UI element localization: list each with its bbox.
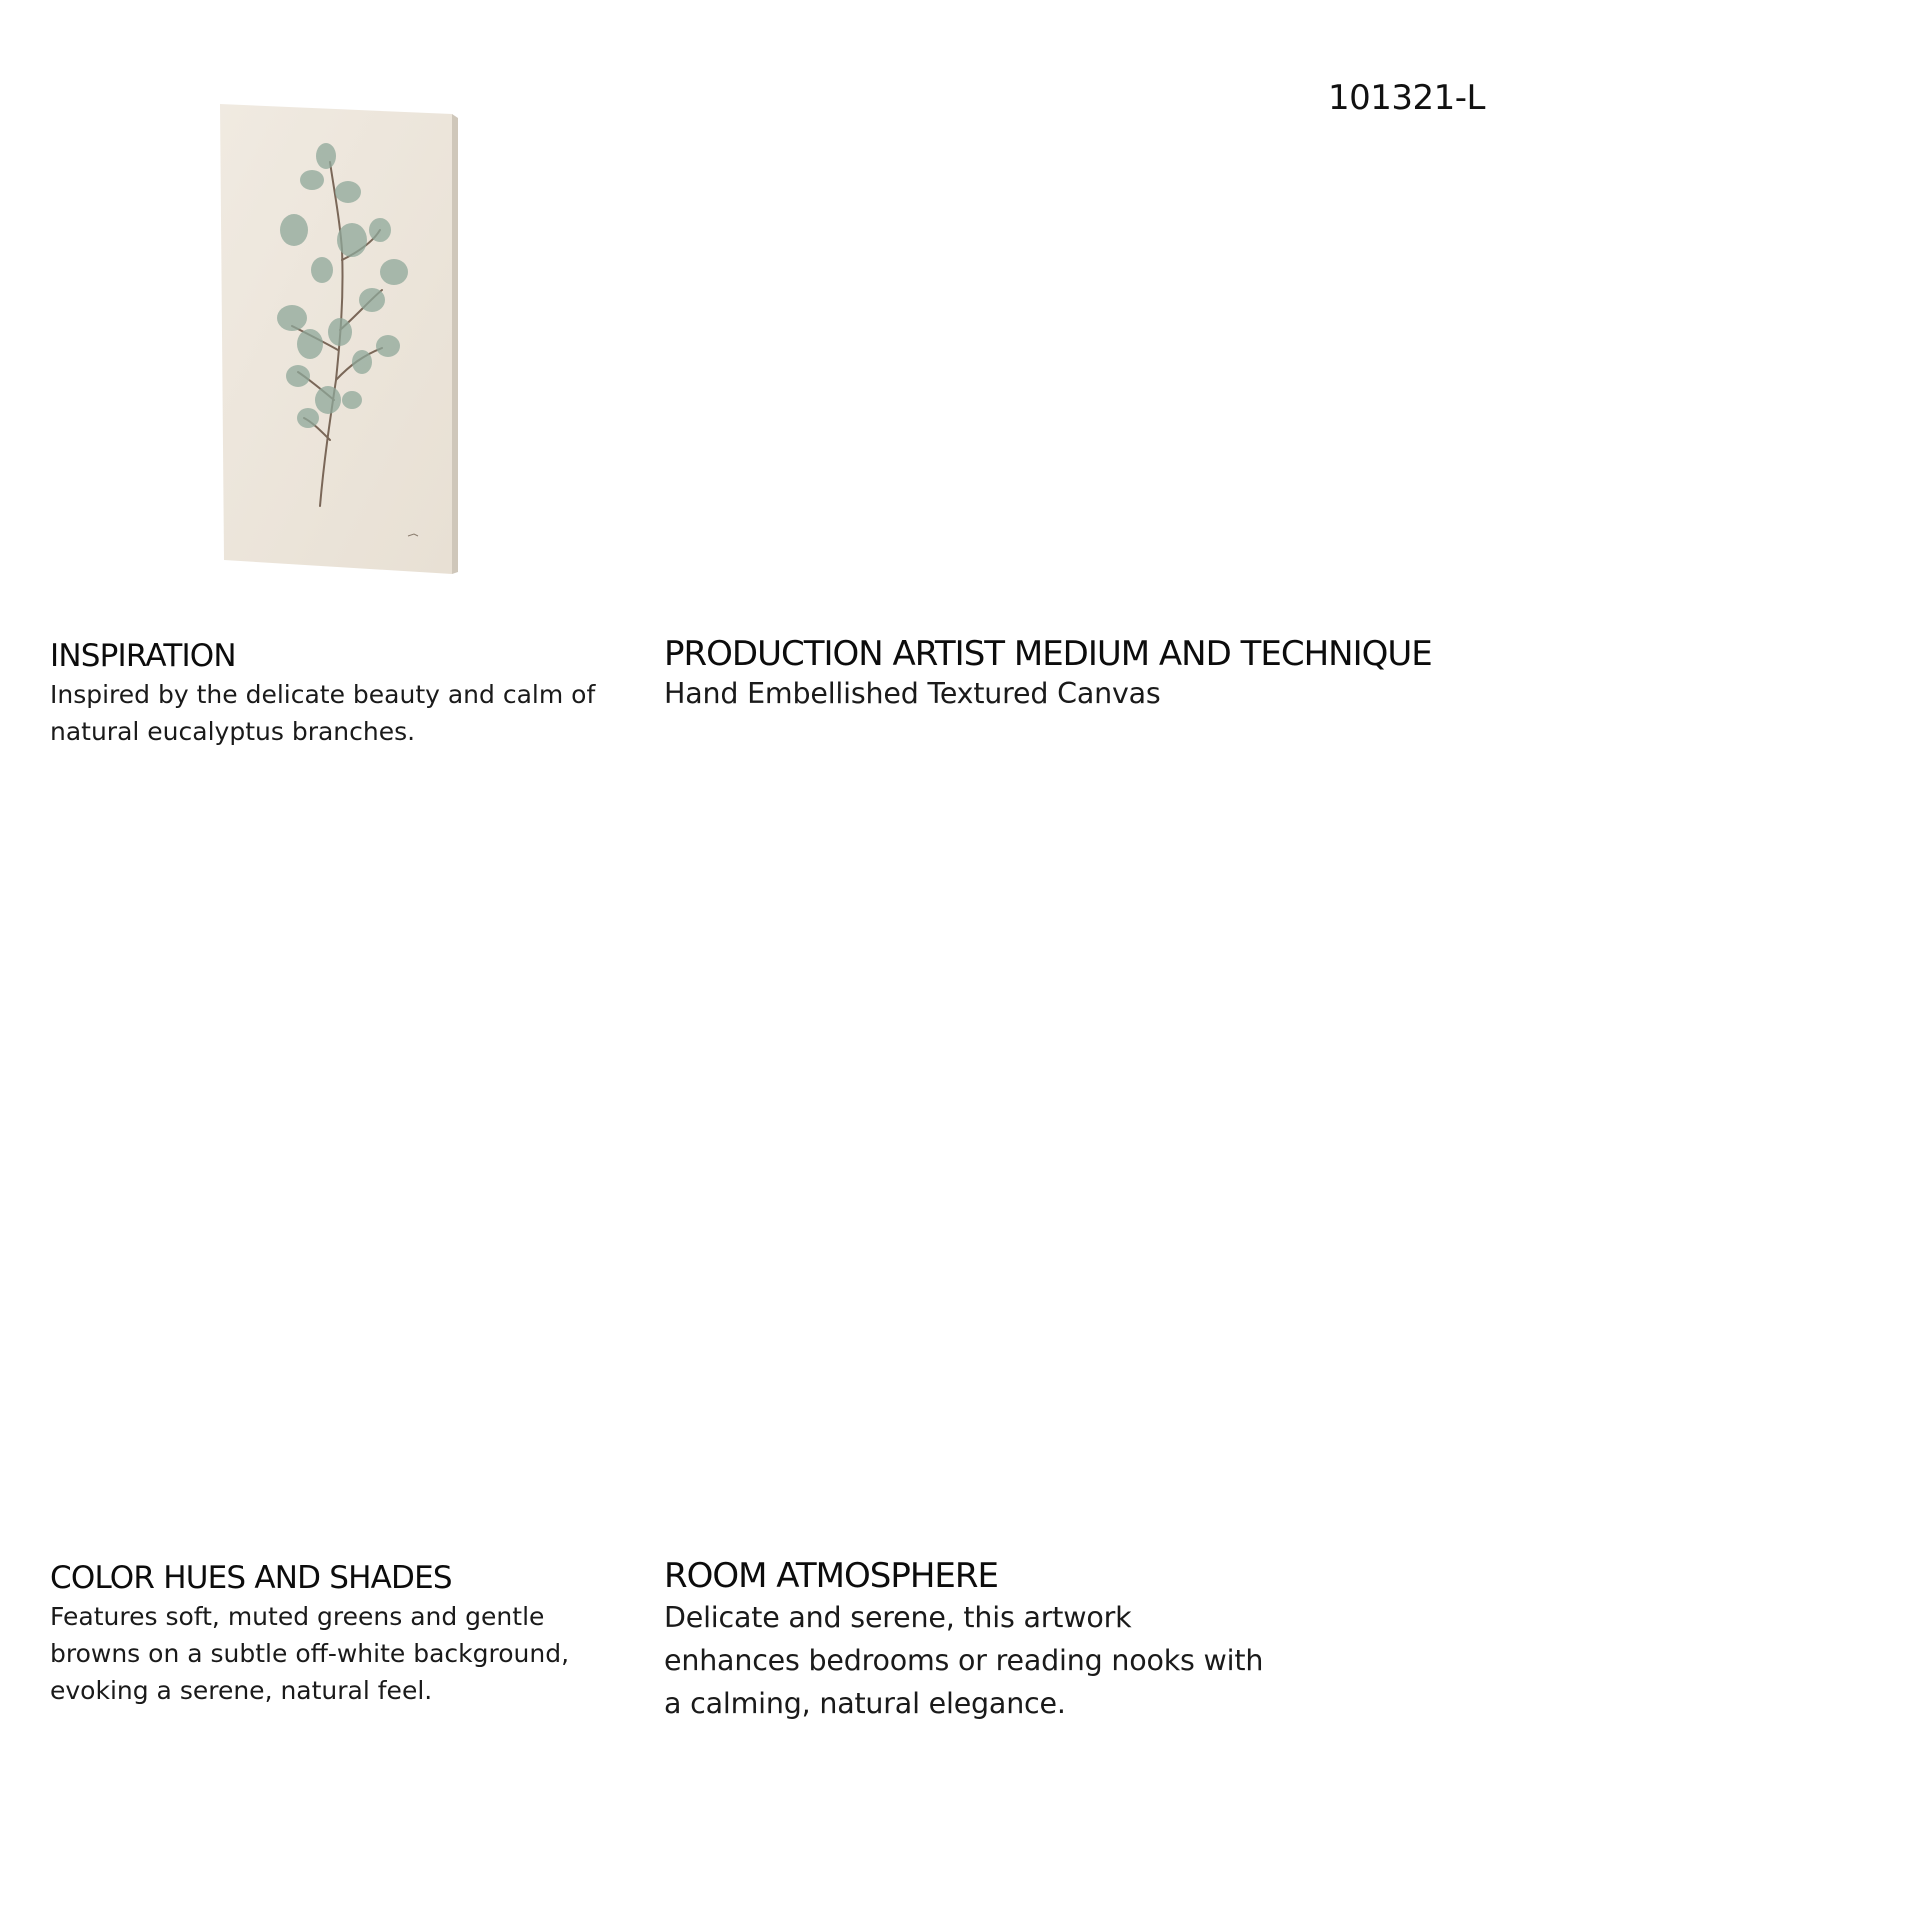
room-atmosphere-section xyxy=(664,1556,1264,1725)
color-hues-heading: COLOR HUES AND SHADES xyxy=(50,1560,452,1596)
medium-text: Hand Embellished Textured Canvas xyxy=(664,677,1161,710)
inspiration-section xyxy=(50,636,610,750)
eucalyptus-canvas-illustration xyxy=(212,100,464,580)
color-hues-section xyxy=(50,1558,610,1709)
medium-section xyxy=(664,634,1564,714)
room-atmosphere-text: Delicate and serene, this artwork enhances bedrooms or reading nooks with a calming, natural elegance. xyxy=(664,1601,1264,1720)
inspiration-text: Inspired by the delicate beauty and calm of natural eucalyptus branches. xyxy=(50,680,596,746)
canvas-edge xyxy=(452,114,458,574)
medium-heading: PRODUCTION ARTIST MEDIUM AND TECHNIQUE xyxy=(664,634,1432,674)
product-code: 101321-L xyxy=(1328,78,1486,118)
room-atmosphere-heading: ROOM ATMOSPHERE xyxy=(664,1556,999,1596)
color-hues-text: Features soft, muted greens and gentle browns on a subtle off-white background, evoking a serene, natural feel. xyxy=(50,1602,570,1705)
artwork-image xyxy=(212,100,464,580)
inspiration-heading: INSPIRATION xyxy=(50,638,236,674)
